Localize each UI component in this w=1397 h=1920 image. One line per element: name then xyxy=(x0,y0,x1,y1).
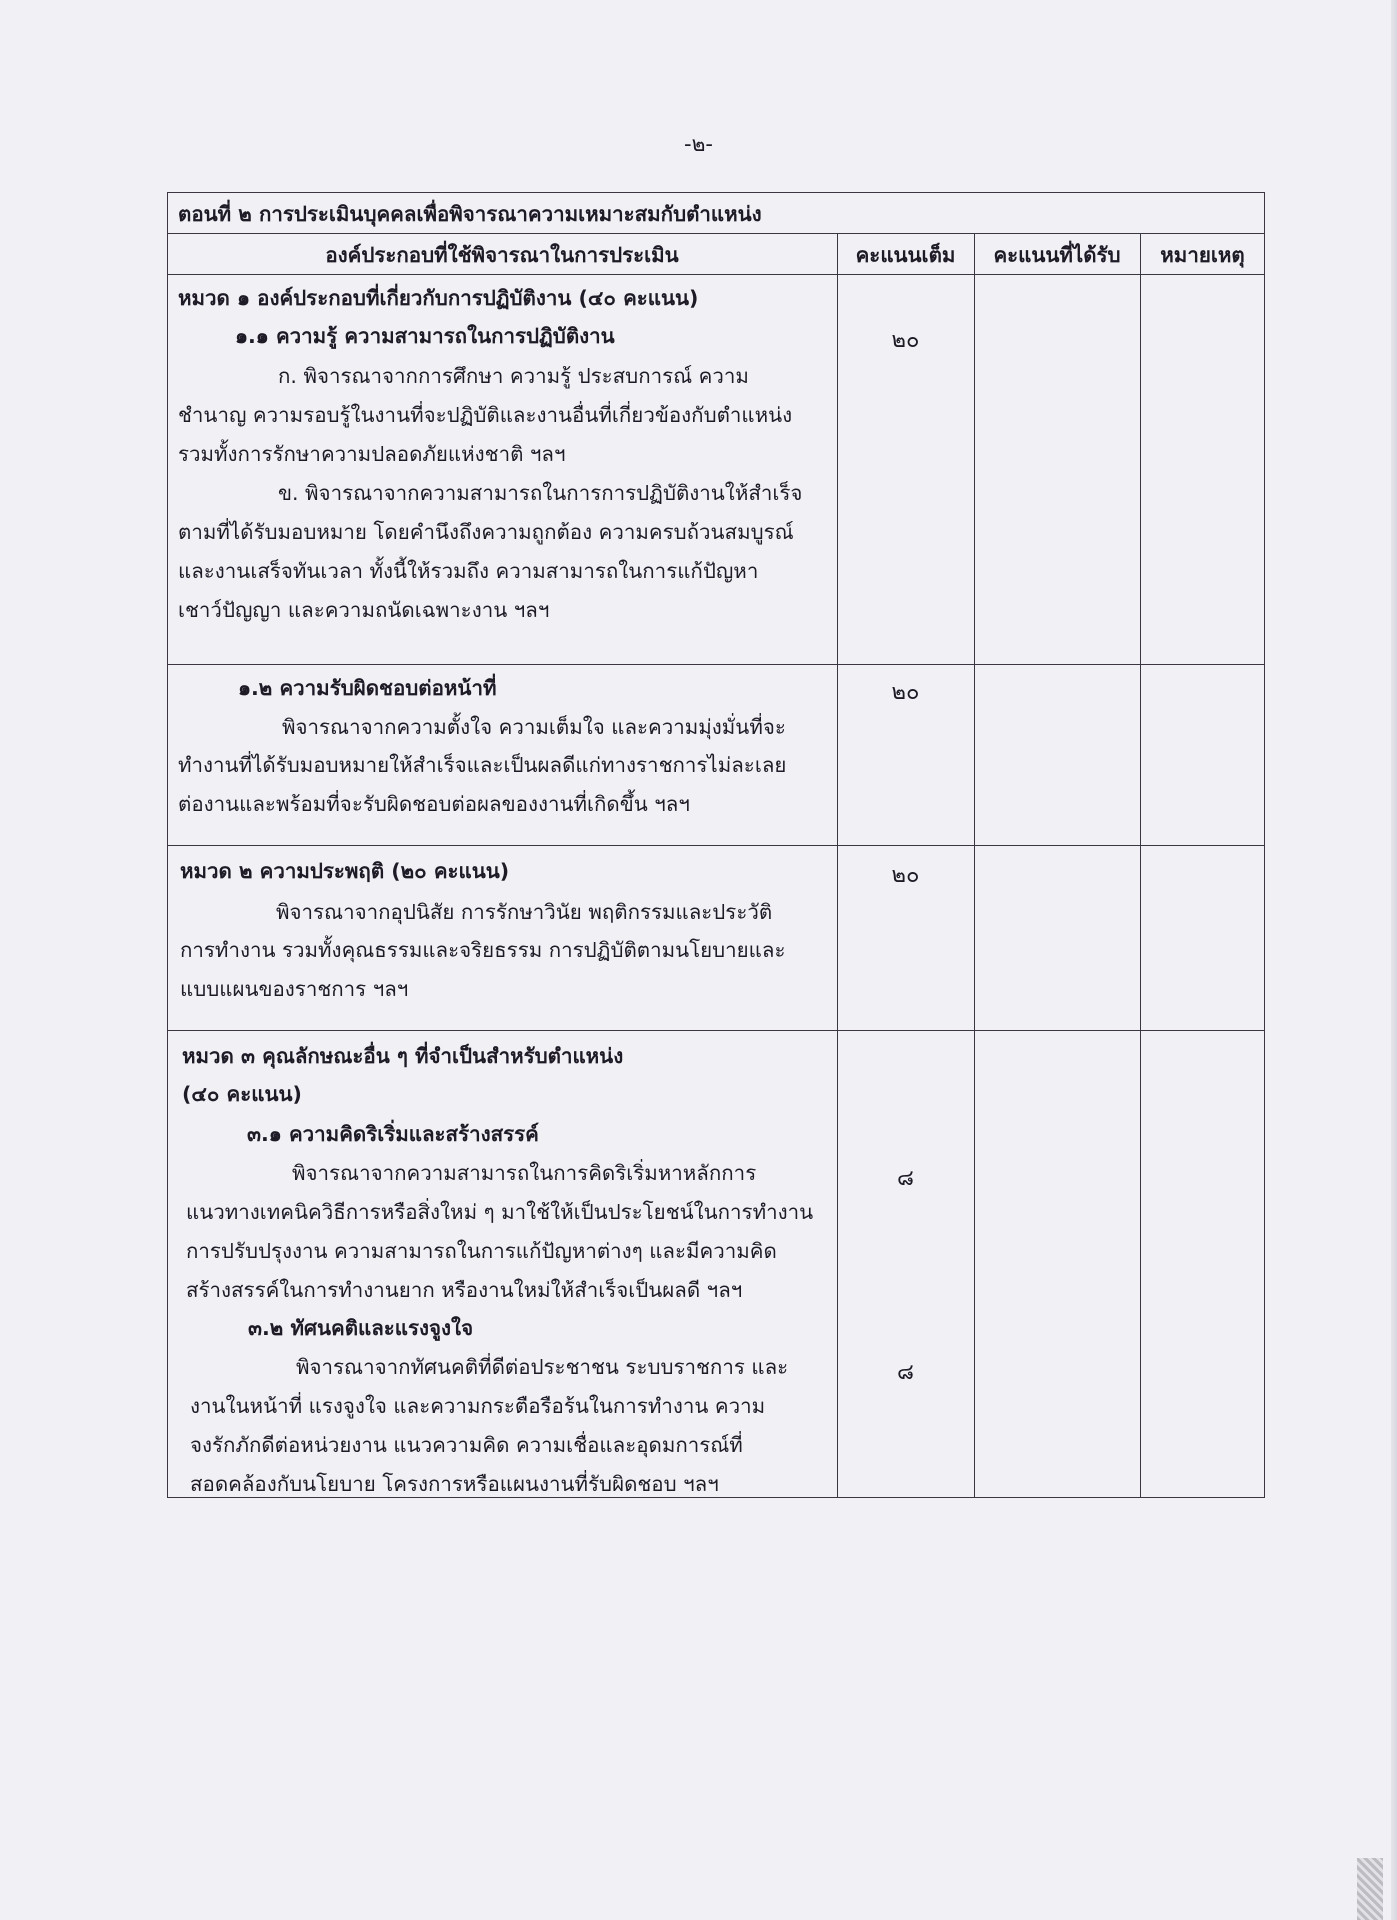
item3-2-line: จงรักภักดีต่อหน่วยงาน แนวความคิด ความเชื่อและอุดมการณ์ที่ xyxy=(190,1433,743,1457)
item3-2-score: ๘ xyxy=(897,1360,914,1385)
item1-1-score: ๒๐ xyxy=(891,328,920,353)
item3-1-line: พิจารณาจากความสามารถในการคิดริเริ่มหาหลักการ xyxy=(292,1161,757,1185)
section3-title: หมวด ๓ คุณลักษณะอื่น ๆ ที่จำเป็นสำหรับตำแหน่ง xyxy=(182,1044,624,1068)
item3-1-line: การปรับปรุงงาน ความสามารถในการแก้ปัญหาต่างๆ และมีความคิด xyxy=(186,1239,777,1263)
item1-1-line: เชาว์ปัญญา และความถนัดเฉพาะงาน ฯลฯ xyxy=(178,598,550,622)
item1-2-line: ต่องานและพร้อมที่จะรับผิดชอบต่อผลของงานที่เกิดขึ้น ฯลฯ xyxy=(178,792,690,816)
item1-1-line: ข. พิจารณาจากความสามารถในการการปฏิบัติงานให้สำเร็จ xyxy=(278,481,803,505)
item3-2-line: สอดคล้องกับนโยบาย โครงการหรือแผนงานที่รับผิดชอบ ฯลฯ xyxy=(190,1472,719,1496)
item3-1-line: สร้างสรรค์ในการทำงานยาก หรืองานใหม่ให้สำเร็จเป็นผลดี ฯลฯ xyxy=(186,1278,743,1302)
section2-title: หมวด ๒ ความประพฤติ (๒๐ คะแนน) xyxy=(180,859,510,883)
item1-1-line: รวมทั้งการรักษาความปลอดภัยแห่งชาติ ฯลฯ xyxy=(178,442,566,466)
section2-score: ๒๐ xyxy=(891,863,920,888)
header-received-score: คะแนนที่ได้รับ xyxy=(993,243,1121,267)
item3-1-score: ๘ xyxy=(897,1166,914,1191)
col-divider-2 xyxy=(974,233,975,1498)
item3-2-line: งานในหน้าที่ แรงจูงใจ และความกระตือรือร้นในการทำงาน ความ xyxy=(190,1394,766,1418)
section1-title: หมวด ๑ องค์ประกอบที่เกี่ยวกับการปฏิบัติงาน (๔๐ คะแนน) xyxy=(178,286,699,310)
scan-edge xyxy=(1391,0,1397,1920)
col-divider-3 xyxy=(1140,233,1141,1498)
item1-2-line: ทำงานที่ได้รับมอบหมายให้สำเร็จและเป็นผลดีแก่ทางราชการไม่ละเลย xyxy=(178,753,787,777)
item1-2-title: ๑.๒ ความรับผิดชอบต่อหน้าที่ xyxy=(238,676,497,700)
page-number: -๒- xyxy=(684,132,713,156)
item1-1-title: ๑.๑ ความรู้ ความสามารถในการปฏิบัติงาน xyxy=(235,324,615,348)
item1-1-line: และงานเสร็จทันเวลา ทั้งนี้ให้รวมถึง ความสามารถในการแก้ปัญหา xyxy=(178,559,759,583)
header-row-divider xyxy=(167,274,1265,275)
item1-1-divider xyxy=(167,664,1265,665)
section3-title-points: (๔๐ คะแนน) xyxy=(182,1082,302,1106)
part-title: ตอนที่ ๒ การประเมินบุคคลเพื่อพิจารณาความเหมาะสมกับตำแหน่ง xyxy=(178,202,762,226)
item3-2-line: พิจารณาจากทัศนคติที่ดีต่อประชาชน ระบบราชการ และ xyxy=(296,1355,789,1379)
section2-line: แบบแผนของราชการ ฯลฯ xyxy=(180,977,409,1001)
item3-1-title: ๓.๑ ความคิดริเริ่มและสร้างสรรค์ xyxy=(247,1122,539,1146)
item1-2-divider xyxy=(167,845,1265,846)
scan-mark xyxy=(1357,1858,1383,1920)
header-full-score: คะแนนเต็ม xyxy=(855,243,956,267)
section2-line: พิจารณาจากอุปนิสัย การรักษาวินัย พฤติกรรมและประวัติ xyxy=(276,900,773,924)
item1-2-score: ๒๐ xyxy=(891,680,920,705)
item3-2-title: ๓.๒ ทัศนคติและแรงจูงใจ xyxy=(248,1316,474,1340)
header-criteria: องค์ประกอบที่ใช้พิจารณาในการประเมิน xyxy=(325,243,679,267)
section2-divider xyxy=(167,1030,1265,1031)
section2-line: การทำงาน รวมทั้งคุณธรรมและจริยธรรม การปฏิบัติตามนโยบายและ xyxy=(180,938,786,962)
item1-1-line: ก. พิจารณาจากการศึกษา ความรู้ ประสบการณ์ ความ xyxy=(278,364,749,388)
header-remark: หมายเหตุ xyxy=(1160,243,1245,267)
item1-2-line: พิจารณาจากความตั้งใจ ความเต็มใจ และความมุ่งมั่นที่จะ xyxy=(282,715,786,739)
item1-1-line: ตามที่ได้รับมอบหมาย โดยคำนึงถึงความถูกต้อง ความครบถ้วนสมบูรณ์ xyxy=(178,520,794,544)
item1-1-line: ชำนาญ ความรอบรู้ในงานที่จะปฏิบัติและงานอื่นที่เกี่ยวข้องกับตำแหน่ง xyxy=(178,403,793,427)
item3-1-line: แนวทางเทคนิควิธีการหรือสิ่งใหม่ ๆ มาใช้ให้เป็นประโยชน์ในการทำงาน xyxy=(186,1200,814,1224)
